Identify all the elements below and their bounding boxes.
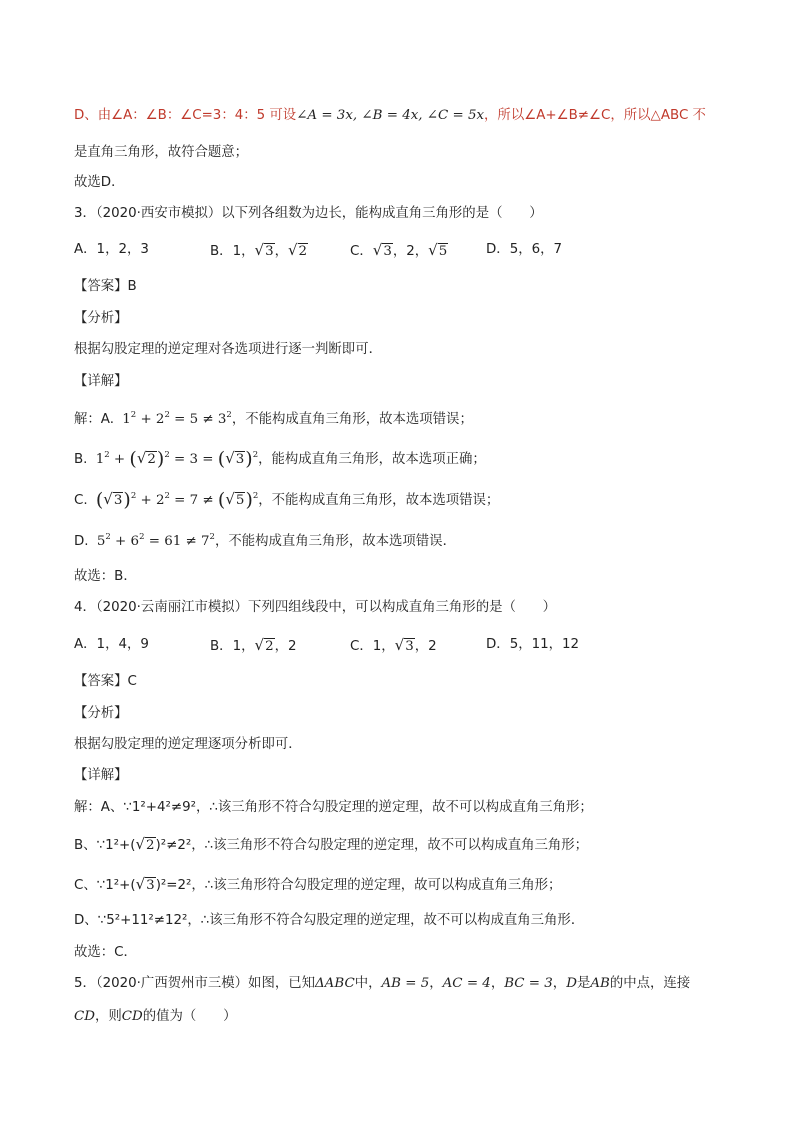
line-d-cont: 是直角三角形，故符合题意； <box>74 145 249 160</box>
text-segment: D、由∠A：∠B：∠C=3：4：5 可设 <box>74 108 297 123</box>
q4-detail-a: 解：A、∵1²+4²≠9²，∴该三角形不符合勾股定理的逆定理，故不可以构成直角三角形； <box>74 800 593 815</box>
sqrt-icon: √ <box>428 241 438 259</box>
label: ，2， <box>392 244 429 259</box>
text-segment: )²=2²，∴该三角形符合勾股定理的逆定理，故可以构成直角三角形； <box>155 878 562 893</box>
label: D. <box>74 534 89 549</box>
text-segment: 的值为（ ） <box>142 1009 237 1024</box>
text-segment: ，不能构成直角三角形，故本选项错误； <box>231 412 473 427</box>
q4-option-a: A．1，4，9 <box>74 637 149 652</box>
q3-option-d: D．5，6，7 <box>486 242 563 257</box>
q4-detail-d: D、∵5²+11²≠12²，∴该三角形不符合勾股定理的逆定理，故不可以构成直角三角形． <box>74 913 585 928</box>
q5-line1: 5．（2020·广西贺州市三模）如图，已知ΔABC中，AB = 5，AC = 4，BC = 3，D是AB的中点，连接 <box>74 976 691 991</box>
line-d-reason <box>74 106 706 126</box>
sqrt-icon: √ <box>135 875 146 893</box>
text-segment: ，则 <box>94 1009 122 1024</box>
sqrt-icon: √ <box>394 636 405 654</box>
math-ab: AB = 5 <box>381 976 430 991</box>
q3-option-b: B．1，√3，√2 <box>210 241 308 259</box>
q3-detail-b <box>74 448 486 470</box>
q3-choose: 故选：B． <box>74 569 137 584</box>
q3-detail-c <box>74 489 499 511</box>
math-bc: BC = 3 <box>504 976 553 991</box>
q3-answer: 【答案】B <box>74 279 137 294</box>
text-segment: 是 <box>576 976 591 991</box>
math-expr: $1^2 + (√2)^2 = 3 = (√3)^2$ <box>95 448 259 470</box>
text-segment: C、∵1²+( <box>74 878 136 893</box>
label: B．1， <box>210 244 255 259</box>
q3-detail-d <box>74 532 456 552</box>
q4-detail-c: C、∵1²+(√3)²=2²，∴该三角形符合勾股定理的逆定理，故可以构成直角三角形； <box>74 875 562 893</box>
q3-detail-title: 【详解】 <box>74 374 128 389</box>
text-segment: ，不能构成直角三角形，故本选项错误． <box>214 534 456 549</box>
label: C. <box>74 493 88 508</box>
label: C．1， <box>350 639 395 654</box>
text-segment: 5．（2020·广西贺州市三模）如图，已知 <box>74 976 316 991</box>
q4-detail-b: B、∵1²+(√2)²≠2²，∴该三角形不符合勾股定理的逆定理，故不可以构成直角三角形； <box>74 835 589 853</box>
sqrt-icon: √ <box>135 835 145 853</box>
q4-option-d: D．5，11，12 <box>486 637 580 652</box>
q5-line2 <box>74 1007 236 1027</box>
q4-option-b: B．1，√2，2 <box>210 636 297 654</box>
q4-option-c: C．1，√3，2 <box>350 636 437 654</box>
label: 解：A. <box>74 412 114 427</box>
q4-choose: 故选：C． <box>74 945 137 960</box>
label: ，2 <box>414 639 437 654</box>
text-segment: 的中点，连接 <box>609 976 691 991</box>
sqrt-icon: √ <box>254 241 265 259</box>
sqrt-icon: √ <box>254 636 265 654</box>
label: C． <box>350 244 373 259</box>
q3-stem: 3．（2020·西安市模拟）以下列各组数为边长，能构成直角三角形的是（ ） <box>74 206 543 221</box>
math-cd: CD <box>74 1009 95 1024</box>
sqrt-icon: √ <box>372 241 383 259</box>
label: B. <box>74 452 88 467</box>
math-expr: $1^2 + 2^2 = 5 \ne 3^2$ <box>122 410 232 427</box>
choose-prev: 故选D． <box>74 175 125 190</box>
math-ac: AC = 4 <box>442 976 491 991</box>
math-angles: ∠A = 3x, ∠B = 4x, ∠C = 5x <box>296 108 485 123</box>
text-segment: )²≠2²，∴该三角形不符合勾股定理的逆定理，故不可以构成直角三角形； <box>155 838 589 853</box>
sqrt-icon: √ <box>287 241 298 259</box>
math-d: D <box>566 976 577 991</box>
math-cd: CD <box>121 1009 143 1024</box>
q3-option-a: A．1，2，3 <box>74 242 149 257</box>
label: B．1， <box>210 639 255 654</box>
text-segment: 中， <box>354 976 382 991</box>
text-segment: ，所以∠A+∠B≠∠C，所以△ABC 不 <box>484 108 706 123</box>
q4-detail-title: 【详解】 <box>74 768 128 783</box>
text-segment: B、∵1²+( <box>74 838 136 853</box>
math-ab: AB <box>590 976 610 991</box>
q3-analysis: 根据勾股定理的逆定理对各选项进行逐一判断即可． <box>74 342 382 357</box>
q4-analysis-title: 【分析】 <box>74 706 128 721</box>
text-segment: ，能构成直角三角形，故本选项正确； <box>258 452 486 467</box>
q3-detail-a <box>74 410 473 430</box>
q4-analysis: 根据勾股定理的逆定理逐项分析即可． <box>74 737 302 752</box>
math-expr: $(√3)^2 + 2^2 = 7 \ne (√5)^2$ <box>95 489 259 511</box>
math-expr: $5^2 + 6^2 = 61 \ne 7^2$ <box>96 532 215 549</box>
q3-option-c: C．√3，2，√5 <box>350 241 448 259</box>
q3-analysis-title: 【分析】 <box>74 311 128 326</box>
math-triangle: ΔABC <box>315 976 355 991</box>
q4-stem: 4．（2020·云南丽江市模拟）下列四组线段中，可以构成直角三角形的是（ ） <box>74 600 557 615</box>
q4-answer: 【答案】C <box>74 674 137 689</box>
label: ，2 <box>274 639 297 654</box>
text-segment: ，不能构成直角三角形，故本选项错误； <box>258 493 500 508</box>
